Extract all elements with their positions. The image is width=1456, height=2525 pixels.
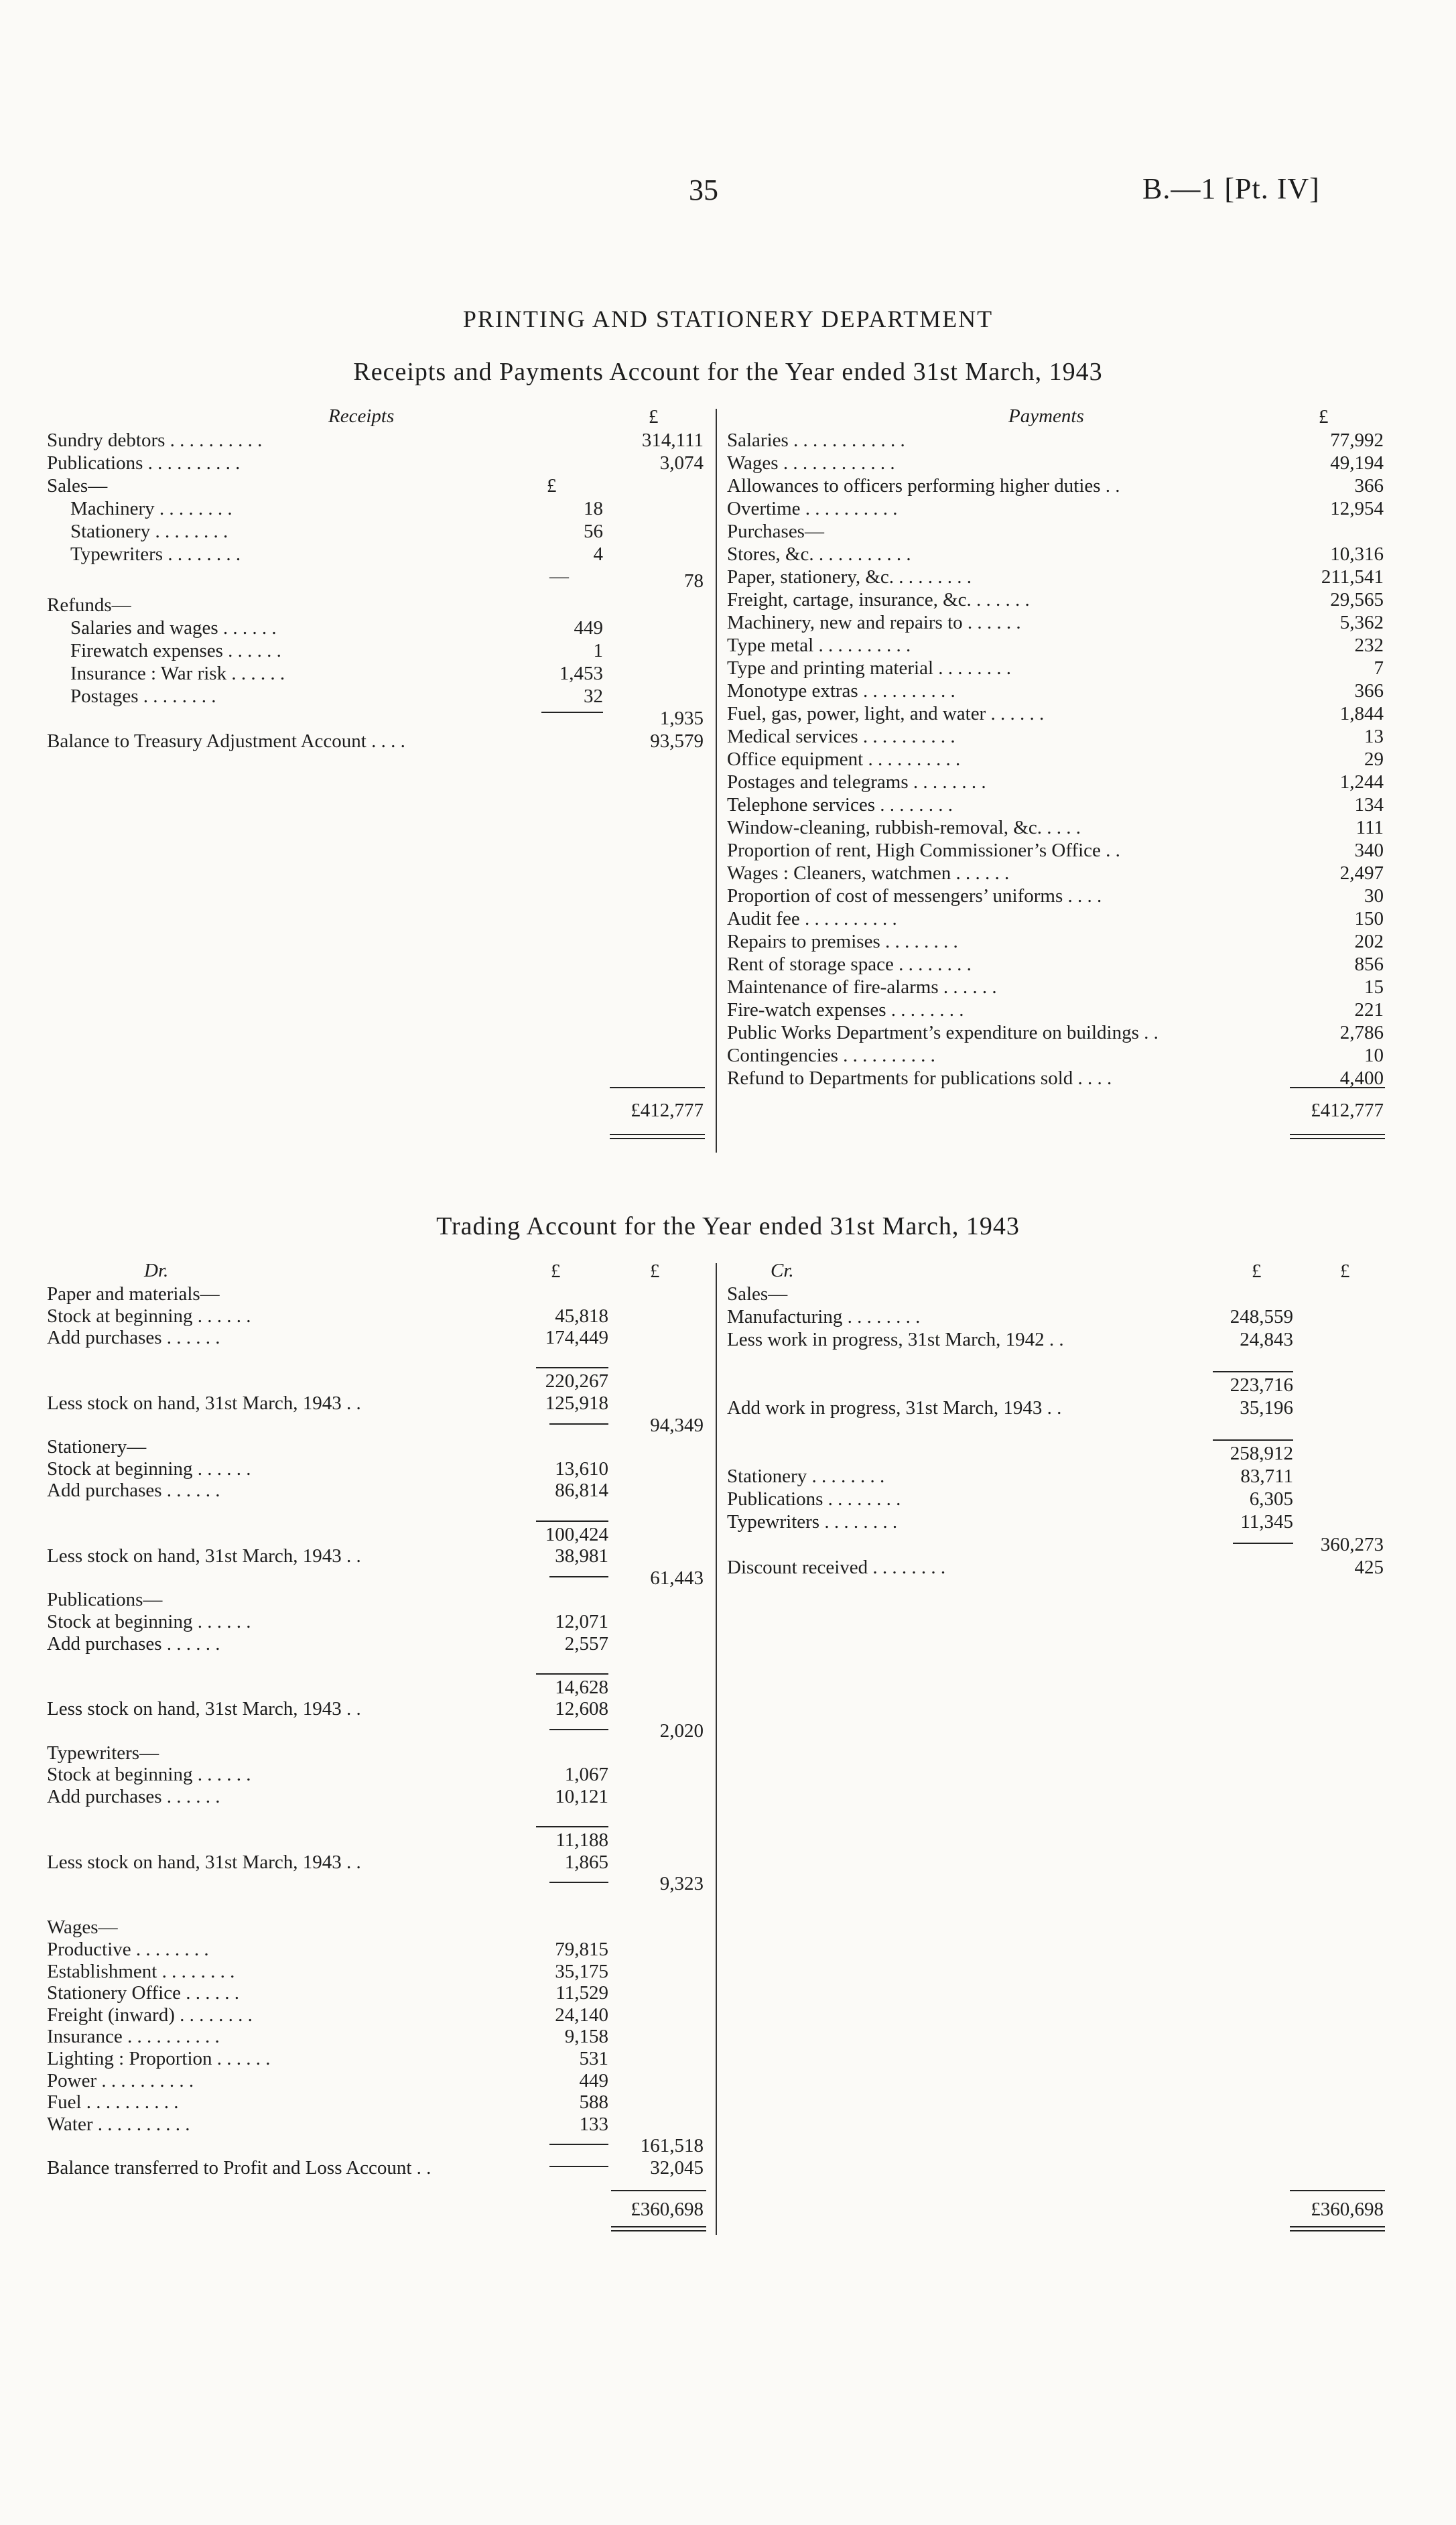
debit-row-value: 10,121 [555,1786,608,1807]
debit-row-value: 133 [579,2114,608,2135]
payment-value: 856 [1354,954,1384,975]
debit-row-value: 79,815 [555,1939,608,1960]
receipt-value: 1,453 [559,663,603,684]
debit-pound-heading: £ [551,1260,561,1282]
trading-account-title: Trading Account for the Year ended 31st March, 1943 [436,1212,1020,1240]
debit-total: £360,698 [631,2199,704,2220]
debit-row-value: 86,814 [555,1480,608,1501]
sum-rule [536,1520,608,1522]
sum-rule [1213,1371,1293,1372]
debit-row-label: Less stock on hand, 31st March, 1943 . . [47,1852,361,1873]
subtotal-rule [1233,1543,1293,1544]
payment-value: 49,194 [1330,452,1384,474]
total-double-rule [611,2226,706,2231]
document-reference: B.—1 [Pt. IV] [1142,172,1320,205]
receipts-pound-heading: £ [649,406,659,428]
payment-label: Monotype extras . . . . . . . . . . [727,680,955,702]
payment-label: Fuel, gas, power, light, and water . . . . . . [727,703,1045,724]
debit-row-label: Establishment . . . . . . . . [47,1961,235,1982]
payment-label: Public Works Department’s expenditure on buildings . . [727,1022,1159,1043]
credit-row-label: Publications . . . . . . . . [727,1488,901,1510]
payment-label: Medical services . . . . . . . . . . [727,726,955,747]
subtotal-rule [549,2144,608,2145]
payment-label: Proportion of rent, High Commissioner’s Office . . [727,840,1120,861]
debit-row-value: 531 [579,2048,608,2069]
page-number: 35 [689,174,718,206]
sum-rule [536,1367,608,1368]
payment-value: 232 [1354,635,1384,656]
payment-value: 30 [1364,885,1384,907]
payments-pound-heading: £ [1319,406,1329,428]
receipt-label: Typewriters . . . . . . . . [70,543,241,565]
debit-row-value: 220,267 [545,1370,608,1392]
receipt-label: Salaries and wages . . . . . . [70,617,277,639]
receipt-label: Publications . . . . . . . . . . [47,452,241,474]
credit-pound-heading: £ [1340,1260,1350,1282]
debit-row-value: 174,449 [545,1327,608,1348]
payment-value: 211,541 [1321,566,1384,588]
debit-row-label: Insurance . . . . . . . . . . [47,2026,220,2047]
debit-row-label: Stationery— [47,1436,147,1458]
total-rule [611,2190,706,2191]
credit-row-value: 35,196 [1240,1397,1293,1419]
debit-row-label: Typewriters— [47,1742,159,1764]
payment-value: 29 [1364,749,1384,770]
subtotal-rule [549,1882,608,1883]
debit-row-label: Power . . . . . . . . . . [47,2070,194,2091]
debit-row-value: 12,608 [555,1698,608,1720]
receipt-label: Sales— [47,475,108,497]
payment-value: 29,565 [1330,589,1384,610]
payment-label: Refund to Departments for publications sold . . . . [727,1067,1112,1089]
payment-value: 13 [1364,726,1384,747]
payment-value: 5,362 [1339,612,1384,633]
receipt-label: Sundry debtors . . . . . . . . . . [47,430,263,451]
sum-rule [536,1673,608,1675]
debit-row-total: 32,045 [650,2157,704,2179]
credit-heading: Cr. [771,1260,794,1281]
debit-row-value: 38,981 [555,1545,608,1567]
payment-value: 10,316 [1330,543,1384,565]
debit-row-label: Less stock on hand, 31st March, 1943 . . [47,1698,361,1720]
payment-label: Salaries . . . . . . . . . . . . [727,430,905,451]
debit-row-value: 13,610 [555,1458,608,1480]
debit-row-label: Add purchases . . . . . . [47,1786,220,1807]
credit-row-total: 425 [1354,1557,1384,1578]
payment-label: Fire-watch expenses . . . . . . . . [727,999,964,1021]
payment-label: Stores, &c. . . . . . . . . . . [727,543,911,565]
credit-total: £360,698 [1311,2199,1384,2220]
receipt-subhead: £ [547,475,557,497]
receipt-subtotal: 78 [684,570,704,592]
payment-label: Wages : Cleaners, watchmen . . . . . . [727,862,1010,884]
debit-row-label: Stock at beginning . . . . . . [47,1764,251,1785]
debit-row-label: Stock at beginning . . . . . . [47,1611,251,1632]
credit-row-label: Manufacturing . . . . . . . . [727,1306,921,1328]
payment-value: 340 [1354,840,1384,861]
payment-value: 15 [1364,976,1384,998]
debit-row-label: Stock at beginning . . . . . . [47,1305,251,1327]
credit-row-label: Discount received . . . . . . . . [727,1557,946,1578]
debit-row-value: 588 [579,2091,608,2113]
total-rule [1290,1087,1385,1088]
debit-row-total: 161,518 [640,2135,704,2156]
debit-row-value: 1,067 [564,1764,608,1785]
payment-value: 111 [1355,817,1384,838]
debit-row-total: 61,443 [650,1567,704,1589]
payment-value: 2,786 [1339,1022,1384,1043]
credit-row-value: 11,345 [1240,1511,1293,1533]
payment-label: Machinery, new and repairs to . . . . . . [727,612,1021,633]
credit-pound-heading: £ [1252,1260,1262,1282]
payment-label: Rent of storage space . . . . . . . . [727,954,972,975]
receipts-payments-title: Receipts and Payments Account for the Year ended 31st March, 1943 [353,358,1103,386]
debit-row-value: 45,818 [555,1305,608,1327]
payment-label: Audit fee . . . . . . . . . . [727,908,897,929]
receipt-value: 93,579 [650,730,704,752]
payment-label: Type and printing material . . . . . . . . [727,657,1012,679]
debit-row-label: Add purchases . . . . . . [47,1327,220,1348]
total-rule [610,1087,705,1088]
debit-row-label: Add purchases . . . . . . [47,1480,220,1501]
debit-row-value: 125,918 [545,1393,608,1414]
credit-row-value: 258,912 [1230,1443,1293,1464]
debit-row-label: Productive . . . . . . . . [47,1939,209,1960]
payment-value: 12,954 [1330,498,1384,519]
column-divider [716,409,717,1153]
receipt-value: 314,111 [641,430,704,451]
payment-label: Allowances to officers performing higher duties . . [727,475,1120,497]
payment-value: 7 [1374,657,1384,679]
receipt-label: Firewatch expenses . . . . . . [70,640,281,661]
payment-label: Repairs to premises . . . . . . . . [727,931,958,952]
receipt-dash: — [549,566,569,587]
payment-value: 1,244 [1339,771,1384,793]
receipt-label: Refunds— [47,594,131,616]
credit-row-value: 248,559 [1230,1306,1293,1328]
credit-row-label: Stationery . . . . . . . . [727,1466,885,1487]
subtotal-rule [549,1576,608,1577]
debit-row-label: Fuel . . . . . . . . . . [47,2091,179,2113]
receipt-value: 1 [593,640,603,661]
payments-total: £412,777 [1311,1100,1384,1121]
payment-label: Paper, stationery, &c. . . . . . . . . [727,566,972,588]
column-divider [716,1263,717,2235]
credit-row-label: Sales— [727,1283,788,1305]
receipt-label: Balance to Treasury Adjustment Account . . . . [47,730,405,752]
sum-rule [536,1826,608,1827]
debit-row-label: Stock at beginning . . . . . . [47,1458,251,1480]
credit-row-label: Less work in progress, 31st March, 1942 . . [727,1329,1064,1350]
receipt-label: Machinery . . . . . . . . [70,498,233,519]
payment-value: 366 [1354,680,1384,702]
receipt-label: Postages . . . . . . . . [70,686,216,707]
debit-row-value: 14,628 [555,1677,608,1698]
credit-row-total: 360,273 [1320,1534,1384,1555]
debit-row-value: 12,071 [555,1611,608,1632]
debit-row-value: 9,158 [564,2026,608,2047]
debit-heading: Dr. [144,1260,169,1281]
payments-heading: Payments [1008,405,1084,427]
receipt-value: 56 [584,521,603,542]
credit-row-value: 223,716 [1230,1374,1293,1396]
payment-value: 4,400 [1339,1067,1384,1089]
payment-label: Overtime . . . . . . . . . . [727,498,898,519]
receipt-value: 449 [574,617,603,639]
debit-row-value: 11,188 [555,1829,608,1851]
payment-label: Type metal . . . . . . . . . . [727,635,911,656]
credit-row-value: 24,843 [1240,1329,1293,1350]
receipt-value: 4 [593,543,603,565]
total-rule [1290,2190,1385,2191]
subtotal-rule [549,2166,608,2167]
debit-row-label: Add purchases . . . . . . [47,1633,220,1655]
debit-row-label: Wages— [47,1917,118,1938]
payment-value: 150 [1354,908,1384,929]
receipt-label: Stationery . . . . . . . . [70,521,228,542]
debit-row-label: Balance transferred to Profit and Loss Account . . [47,2157,432,2179]
payment-value: 366 [1354,475,1384,497]
debit-row-label: Stationery Office . . . . . . [47,1982,239,2004]
receipt-subtotal: 1,935 [659,708,704,729]
debit-row-value: 11,529 [555,1982,608,2004]
payment-label: Proportion of cost of messengers’ uniforms . . . . [727,885,1102,907]
total-double-rule [610,1134,705,1139]
debit-row-label: Less stock on hand, 31st March, 1943 . . [47,1545,361,1567]
credit-row-value: 6,305 [1249,1488,1293,1510]
debit-row-total: 2,020 [659,1720,704,1742]
debit-row-label: Publications— [47,1589,163,1610]
credit-row-label: Add work in progress, 31st March, 1943 . . [727,1397,1062,1419]
debit-row-value: 449 [579,2070,608,2091]
payment-value: 1,844 [1339,703,1384,724]
receipt-label: Insurance : War risk . . . . . . [70,663,285,684]
payment-value: 202 [1354,931,1384,952]
receipt-value: 18 [584,498,603,519]
department-title: PRINTING AND STATIONERY DEPARTMENT [462,306,994,332]
debit-row-label: Lighting : Proportion . . . . . . [47,2048,271,2069]
payment-value: 10 [1364,1045,1384,1066]
payment-label: Purchases— [727,521,824,542]
payment-value: 2,497 [1339,862,1384,884]
total-double-rule [1290,2226,1385,2231]
receipts-heading: Receipts [328,405,395,427]
debit-row-total: 9,323 [659,1873,704,1894]
payment-label: Maintenance of fire-alarms . . . . . . [727,976,997,998]
payment-value: 134 [1354,794,1384,816]
debit-row-total: 94,349 [650,1415,704,1436]
total-double-rule [1290,1134,1385,1139]
credit-row-label: Typewriters . . . . . . . . [727,1511,898,1533]
debit-row-label: Water . . . . . . . . . . [47,2114,190,2135]
payment-label: Postages and telegrams . . . . . . . . [727,771,986,793]
debit-row-value: 1,865 [564,1852,608,1873]
debit-row-label: Less stock on hand, 31st March, 1943 . . [47,1393,361,1414]
payment-label: Telephone services . . . . . . . . [727,794,953,816]
payment-label: Wages . . . . . . . . . . . . [727,452,895,474]
debit-row-label: Freight (inward) . . . . . . . . [47,2004,253,2026]
sum-rule [1213,1439,1293,1441]
debit-row-value: 2,557 [564,1633,608,1655]
credit-row-value: 83,711 [1240,1466,1293,1487]
payment-label: Freight, cartage, insurance, &c. . . . . . . [727,589,1030,610]
payment-value: 77,992 [1330,430,1384,451]
debit-pound-heading: £ [650,1260,660,1282]
payment-label: Window-cleaning, rubbish-removal, &c. . . . . [727,817,1081,838]
debit-row-label: Paper and materials— [47,1283,220,1305]
receipts-total: £412,777 [631,1100,704,1121]
payment-value: 221 [1354,999,1384,1021]
receipt-value: 32 [584,686,603,707]
payment-label: Contingencies . . . . . . . . . . [727,1045,935,1066]
debit-row-value: 35,175 [555,1961,608,1982]
subtotal-rule [549,1423,608,1425]
debit-row-value: 100,424 [545,1524,608,1545]
subtotal-rule [549,1729,608,1730]
payment-label: Office equipment . . . . . . . . . . [727,749,961,770]
debit-row-value: 24,140 [555,2004,608,2026]
receipt-value: 3,074 [659,452,704,474]
